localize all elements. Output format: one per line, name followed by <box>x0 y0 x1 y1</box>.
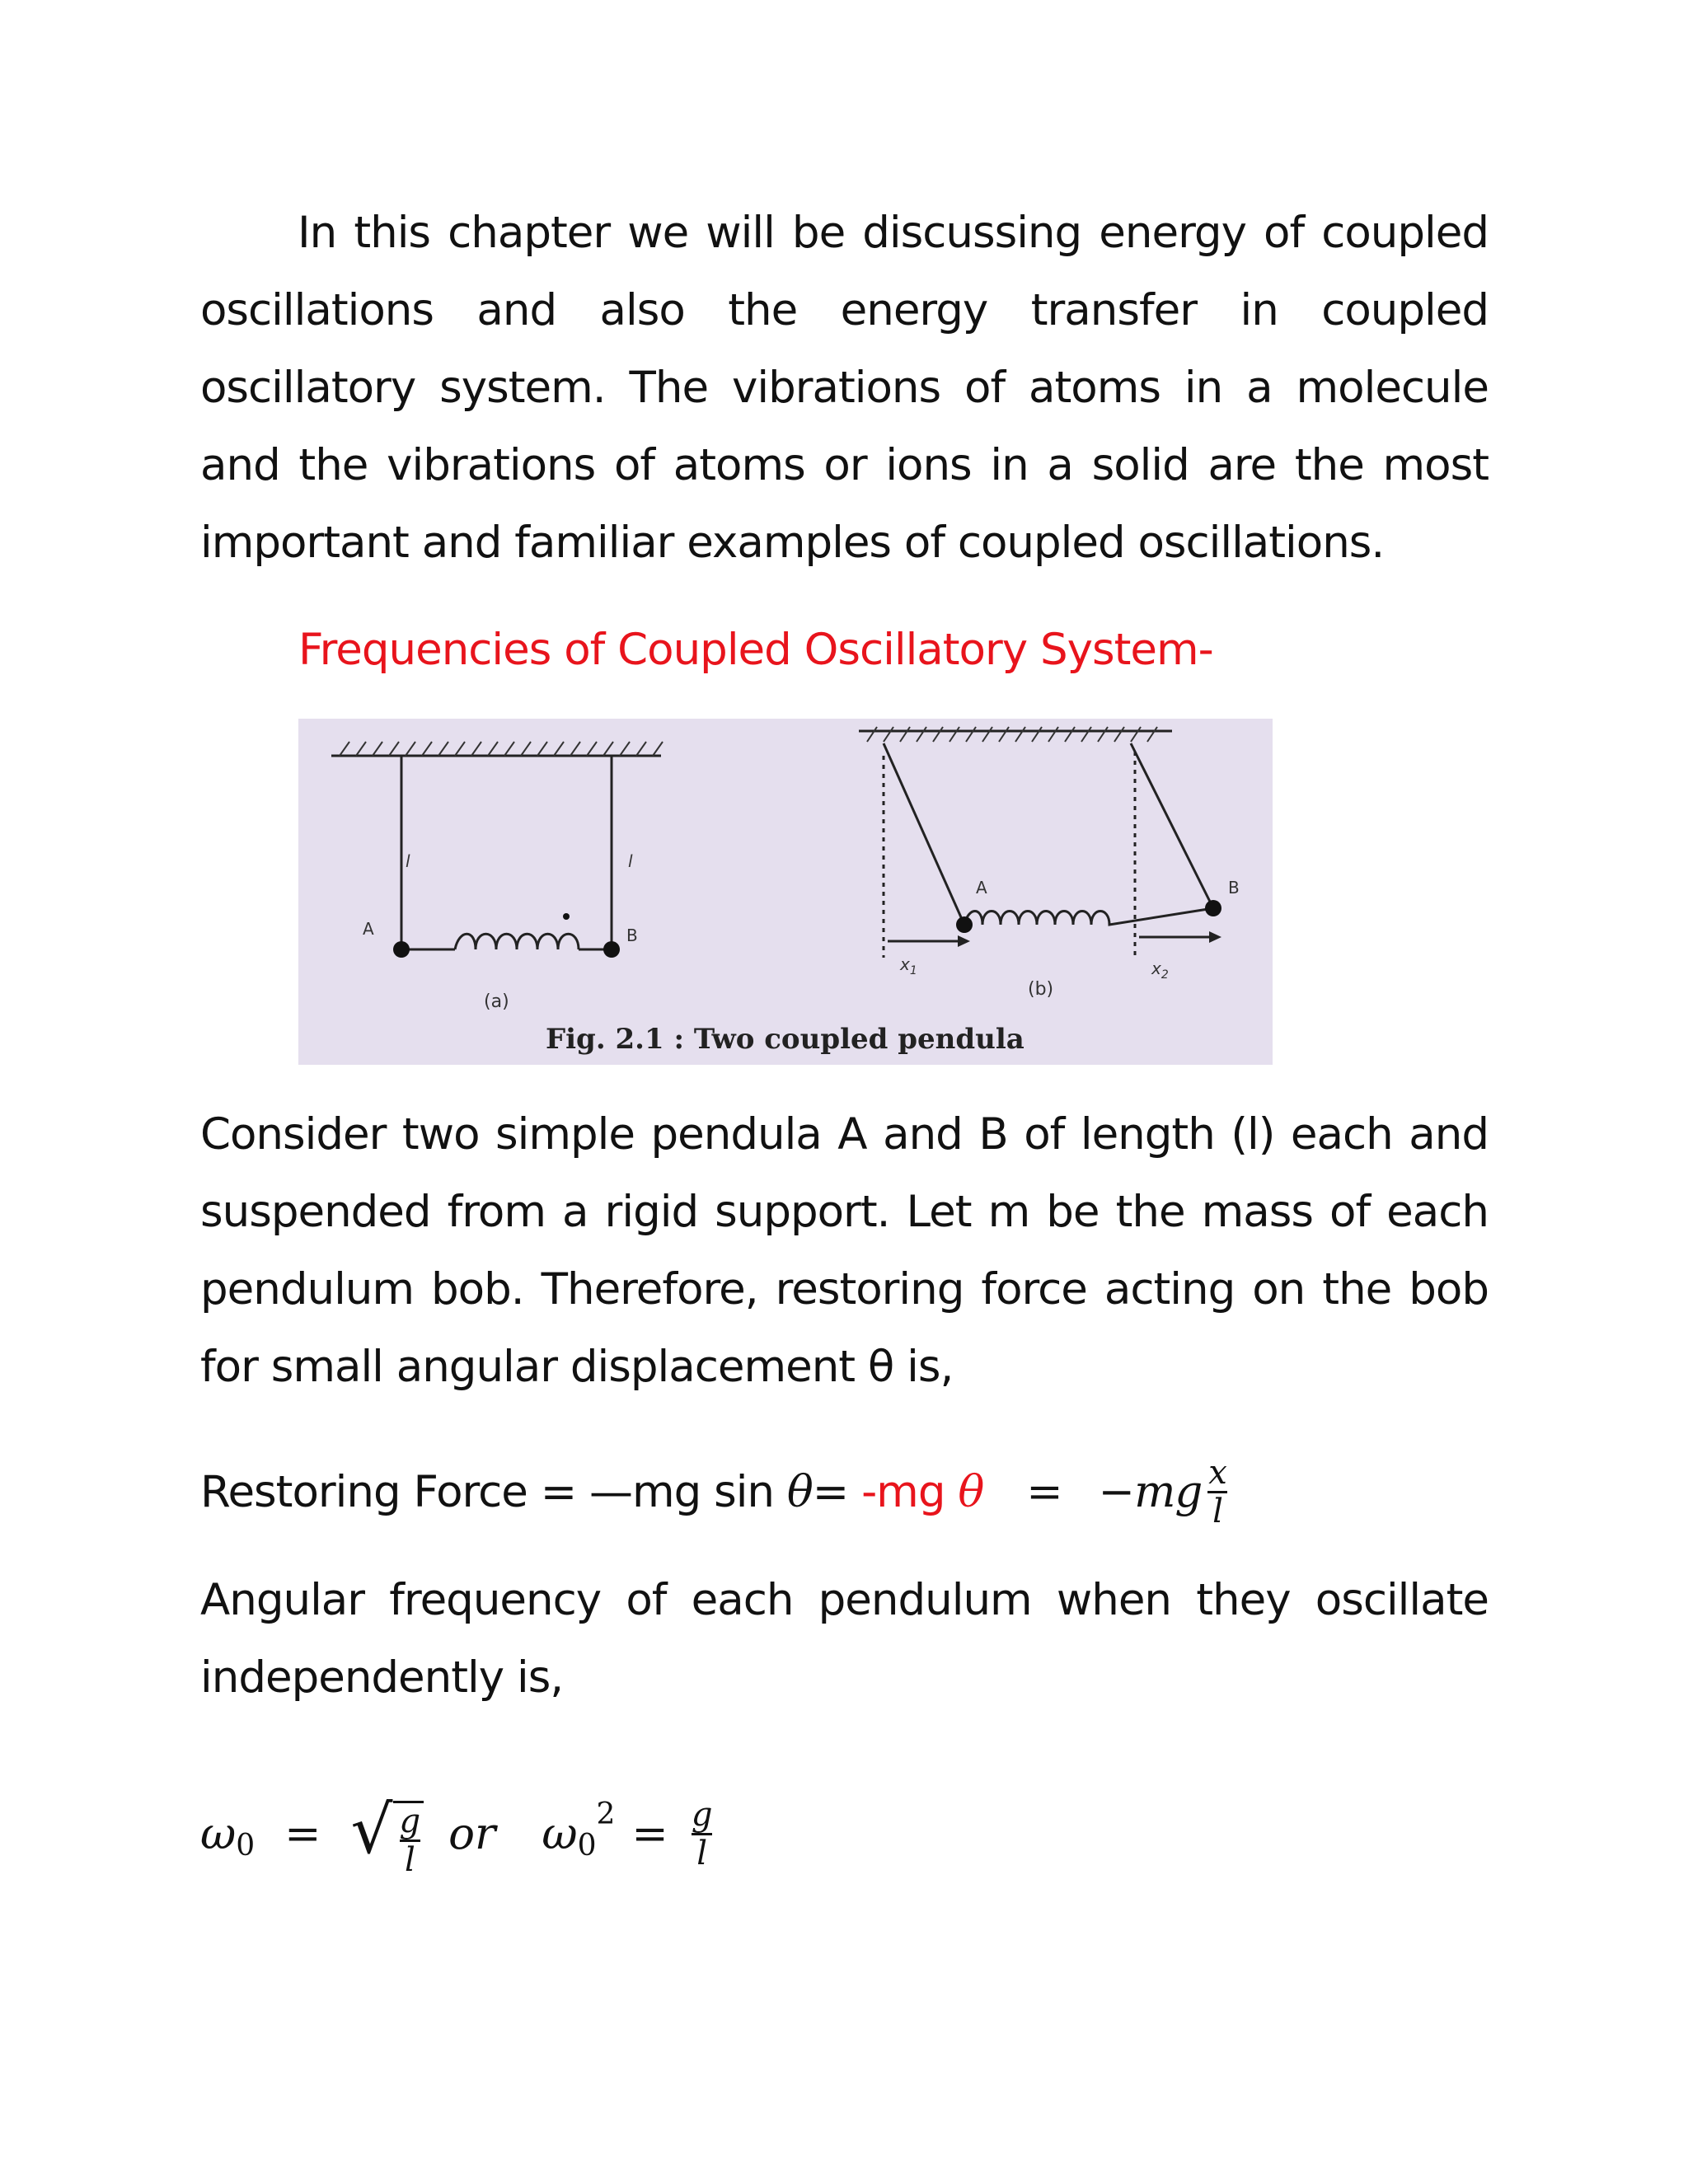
sqrt-denominator: l <box>400 1840 420 1878</box>
label-a: (a) <box>484 991 509 1012</box>
omega-subscript: 0 <box>236 1828 256 1863</box>
hatch-b <box>867 727 1157 742</box>
red-theta-symbol: θ <box>958 1466 984 1517</box>
bob-a-right <box>603 941 620 958</box>
coupled-pendula-figure <box>298 719 1273 1065</box>
paragraph-pendula: Consider two simple pendula A and B of length (l) each and suspended from a rigid support. Let m be the mass of each pendulum bob. Therefore, restoring force acting on the bob for small angular displacement θ is, <box>200 1109 1489 1392</box>
restoring-red-term: -mg <box>861 1466 959 1517</box>
omega-subscript-2: 0 <box>577 1828 597 1863</box>
spring-a <box>455 934 579 949</box>
sqrt-numerator: g <box>399 1802 421 1840</box>
bob-a-left <box>393 941 410 958</box>
bob-label-b-a: B <box>626 926 638 945</box>
string-b-left <box>884 743 964 925</box>
bob-b-right <box>1205 900 1221 916</box>
restoring-eq: = <box>812 1466 862 1517</box>
x1-label: $x_1$ <box>900 954 917 977</box>
bob-b-left <box>956 916 973 933</box>
hatch-a <box>340 742 663 756</box>
figure-caption: Fig. 2.1 : Two coupled pendula <box>546 1023 1025 1056</box>
pendula-diagram <box>298 719 1273 1065</box>
x2-label: $x_2$ <box>1151 958 1169 982</box>
bob-label-b-b: B <box>1228 878 1240 898</box>
omega-equation <box>200 1780 715 1887</box>
bob-label-a-b: A <box>976 878 987 898</box>
intro-paragraph: In this chapter we will be discussing energy of coupled oscillations and also the energy transfer in coupled oscillatory system. The vibrations of atoms in a molecule and the vibrations of atoms or ions in a solid are the most important and familiar examples of coupled oscillations. <box>200 208 1489 568</box>
omega-eq: = <box>284 1808 321 1859</box>
omega-superscript-2: 2 <box>596 1797 616 1831</box>
omega-symbol-2: ω <box>542 1808 578 1859</box>
radical-sign-icon: √ <box>350 1792 393 1868</box>
omega-eq2: = <box>631 1808 668 1859</box>
bob-label-a: A <box>363 919 374 939</box>
frac2-denominator: l <box>692 1833 712 1872</box>
restoring-rhs: −mg <box>1098 1466 1203 1517</box>
omega-symbol: ω <box>200 1808 237 1859</box>
frac-numerator: x <box>1208 1453 1226 1492</box>
paragraph-angular-frequency: Angular frequency of each pendulum when they oscillate independently is, <box>200 1575 1489 1703</box>
theta-symbol: θ <box>786 1466 813 1517</box>
section-heading: Frequencies of Coupled Oscillatory System- <box>298 625 1213 675</box>
restoring-dash-term: —mg sin <box>588 1466 787 1517</box>
g-over-l-fraction <box>688 1797 716 1872</box>
spring-b <box>964 908 1213 925</box>
length-label-a: l <box>406 851 410 871</box>
frac-denominator: l <box>1207 1491 1227 1530</box>
string-b-right <box>1131 743 1213 908</box>
length-label-a2: l <box>628 851 633 871</box>
or-word: or <box>448 1808 496 1859</box>
label-b: (b) <box>1028 979 1054 1000</box>
restoring-force-equation <box>200 1446 1230 1537</box>
restoring-prefix: Restoring Force = <box>200 1466 589 1517</box>
restoring-eq2: = <box>1026 1466 1062 1517</box>
frac2-numerator: g <box>691 1795 713 1834</box>
sqrt-g-over-l <box>351 1789 424 1878</box>
x-over-l-fraction <box>1205 1455 1230 1530</box>
